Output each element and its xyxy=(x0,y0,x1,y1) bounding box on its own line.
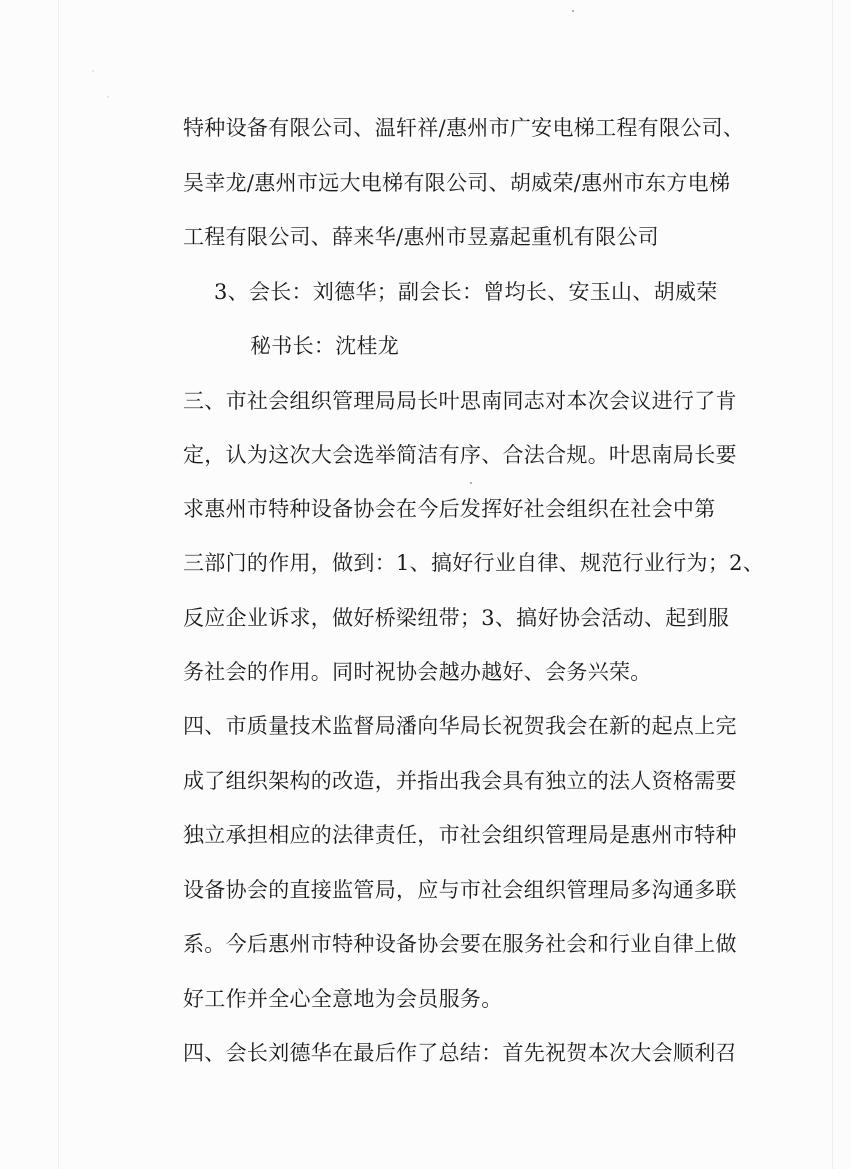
text-line: 好工作并全心全意地为会员服务。 xyxy=(183,987,503,1011)
text-line: 系。今后惠州市特种设备协会要在服务社会和行业自律上做 xyxy=(183,932,737,956)
text-line: 三部门的作用，做到：1、搞好行业自律、规范行业行为；2、 xyxy=(183,551,765,575)
text-line: 三、市社会组织管理局局长叶思南同志对本次会议进行了肯 xyxy=(183,389,737,413)
text-line: 成了组织架构的改造，并指出我会具有独立的法人资格需要 xyxy=(183,769,737,793)
text-line: 吴幸龙/惠州市远大电梯有限公司、胡威荣/惠州市东方电梯 xyxy=(183,171,731,195)
text-line: 3、会长：刘德华；副会长：曾均长、安玉山、胡威荣 xyxy=(214,280,718,304)
text-line: 设备协会的直接监管局，应与市社会组织管理局多沟通多联 xyxy=(183,878,737,902)
text-line: 反应企业诉求，做好桥梁纽带；3、搞好协会活动、起到服 xyxy=(183,606,730,630)
text-line: 独立承担相应的法律责任，市社会组织管理局是惠州市特种 xyxy=(183,823,737,847)
text-line: 秘书长：沈桂龙 xyxy=(250,334,400,358)
text-line: 定，认为这次大会选举简洁有序、合法合规。叶思南局长要 xyxy=(183,443,737,467)
text-line: 求惠州市特种设备协会在今后发挥好社会组织在社会中第 xyxy=(183,497,716,521)
text-line: 特种设备有限公司、温轩祥/惠州市广安电梯工程有限公司、 xyxy=(183,116,745,140)
text-line: 务社会的作用。同时祝协会越办越好、会务兴荣。 xyxy=(183,660,652,684)
text-line: 四、市质量技术监督局潘向华局长祝贺我会在新的起点上完 xyxy=(183,714,737,738)
text-line: 四、会长刘德华在最后作了总结：首先祝贺本次大会顺利召 xyxy=(183,1041,737,1065)
text-line: 工程有限公司、薛来华/惠州市昱嘉起重机有限公司 xyxy=(183,225,659,249)
